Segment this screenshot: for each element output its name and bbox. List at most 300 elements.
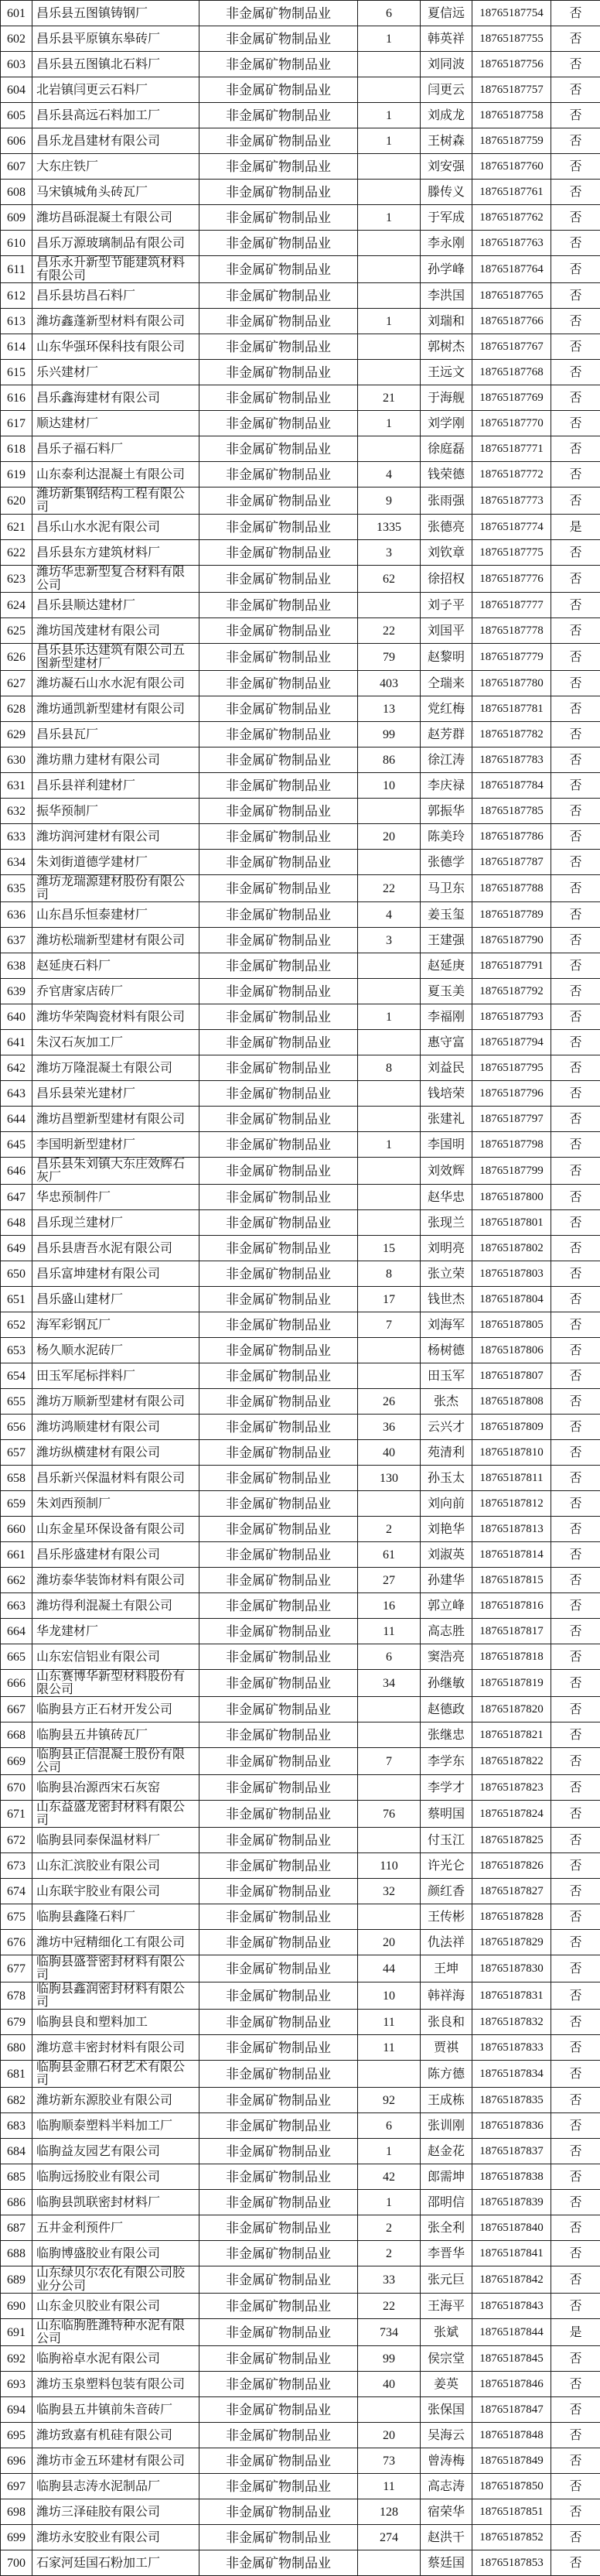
quantity-cell [358,1491,421,1517]
company-name-cell: 山东汇滨胶业有限公司 [32,1853,199,1879]
contact-name-cell: 张德学 [421,850,472,875]
row-number-cell: 645 [1,1132,32,1158]
company-name-cell: 大东庄铁厂 [32,154,199,180]
company-name-cell: 潍坊昌砾混凝土有限公司 [32,205,199,231]
table-row [1,26,600,52]
industry-cell: 非金属矿物制品业 [199,205,358,231]
row-number-cell: 651 [1,1287,32,1312]
quantity-cell [358,2061,421,2088]
company-name-cell: 昌乐县朱刘镇大东庄效辉石灰厂 [32,1158,199,1185]
phone-number-cell: 18765187755 [472,26,551,52]
row-number-cell: 640 [1,1004,32,1030]
company-name-cell: 潍坊万顺新型建材有限公司 [32,1389,199,1415]
key-enterprise-flag-cell: 否 [551,1853,600,1879]
contact-name-cell: 刘益民 [421,1055,472,1081]
key-enterprise-flag-cell: 否 [551,128,600,154]
industry-cell: 非金属矿物制品业 [199,1107,358,1132]
industry-cell: 非金属矿物制品业 [199,2319,358,2346]
company-name-cell: 潍坊得利混凝土有限公司 [32,1593,199,1619]
contact-name-cell: 姜英 [421,2372,472,2397]
quantity-cell: 11 [358,2035,421,2061]
contact-name-cell: 刘海军 [421,1312,472,1338]
company-name-cell: 临朐县五井镇砖瓦厂 [32,1722,199,1748]
row-number-cell: 612 [1,283,32,309]
quantity-cell: 1 [358,2190,421,2215]
key-enterprise-flag-cell: 否 [551,1619,600,1644]
contact-name-cell: 仝瑞来 [421,671,472,696]
industry-cell: 非金属矿物制品业 [199,77,358,103]
key-enterprise-flag-cell: 否 [551,385,600,411]
table-row [1,850,600,875]
contact-name-cell: 窦浩亮 [421,1644,472,1670]
industry-cell: 非金属矿物制品业 [199,747,358,773]
key-enterprise-flag-cell: 否 [551,487,600,515]
row-number-cell: 631 [1,773,32,799]
industry-cell: 非金属矿物制品业 [199,128,358,154]
quantity-cell: 20 [358,2423,421,2448]
phone-number-cell: 18765187809 [472,1415,551,1440]
key-enterprise-flag-cell: 否 [551,180,600,205]
industry-cell: 非金属矿物制品业 [199,487,358,515]
key-enterprise-flag-cell: 否 [551,722,600,747]
contact-name-cell: 刘淑英 [421,1542,472,1568]
row-number-cell: 692 [1,2346,32,2372]
table-row [1,283,600,309]
quantity-cell: 20 [358,824,421,850]
contact-name-cell: 李学才 [421,1775,472,1801]
contact-name-cell: 宿荣华 [421,2499,472,2525]
row-number-cell: 691 [1,2319,32,2346]
phone-number-cell: 18765187758 [472,103,551,128]
phone-number-cell: 18765187772 [472,462,551,487]
row-number-cell: 664 [1,1619,32,1644]
phone-number-cell: 18765187774 [472,515,551,540]
row-number-cell: 658 [1,1466,32,1491]
company-name-cell: 昌乐彤盛建材有限公司 [32,1542,199,1568]
company-name-cell: 昌乐县坊昌石料厂 [32,283,199,309]
quantity-cell: 15 [358,1236,421,1261]
phone-number-cell: 18765187798 [472,1132,551,1158]
contact-name-cell: 赵洪干 [421,2525,472,2550]
contact-name-cell: 刘学刚 [421,411,472,436]
quantity-cell [358,979,421,1004]
table-row [1,1775,600,1801]
phone-number-cell: 18765187789 [472,902,551,928]
table-row [1,1004,600,1030]
enterprise-table-body [1,1,600,2576]
row-number-cell: 679 [1,2010,32,2035]
row-number-cell: 608 [1,180,32,205]
phone-number-cell: 18765187799 [472,1158,551,1185]
phone-number-cell: 18765187761 [472,180,551,205]
contact-name-cell: 云兴才 [421,1415,472,1440]
key-enterprise-flag-cell: 否 [551,2139,600,2164]
contact-name-cell: 王建强 [421,928,472,953]
row-number-cell: 605 [1,103,32,128]
industry-cell: 非金属矿物制品业 [199,2139,358,2164]
key-enterprise-flag-cell: 否 [551,1312,600,1338]
contact-name-cell: 钱世杰 [421,1287,472,1312]
industry-cell: 非金属矿物制品业 [199,2088,358,2113]
table-row [1,2113,600,2139]
row-number-cell: 635 [1,875,32,902]
industry-cell: 非金属矿物制品业 [199,1644,358,1670]
quantity-cell [358,154,421,180]
industry-cell: 非金属矿物制品业 [199,462,358,487]
table-row [1,411,600,436]
table-row [1,671,600,696]
contact-name-cell: 马卫东 [421,875,472,902]
company-name-cell: 潍坊润河建材有限公司 [32,824,199,850]
industry-cell: 非金属矿物制品业 [199,2164,358,2190]
contact-name-cell: 刘子平 [421,593,472,618]
industry-cell: 非金属矿物制品业 [199,436,358,462]
key-enterprise-flag-cell: 否 [551,256,600,283]
phone-number-cell: 18765187777 [472,593,551,618]
industry-cell: 非金属矿物制品业 [199,1982,358,2010]
contact-name-cell: 蔡廷国 [421,2550,472,2576]
phone-number-cell: 18765187821 [472,1722,551,1748]
industry-cell: 非金属矿物制品业 [199,2499,358,2525]
industry-cell: 非金属矿物制品业 [199,1389,358,1415]
contact-name-cell: 张现兰 [421,1210,472,1236]
quantity-cell: 10 [358,1982,421,2010]
phone-number-cell: 18765187763 [472,231,551,256]
company-name-cell: 临朐县盛誉密封材料有限公司 [32,1955,199,1982]
contact-name-cell: 夏信远 [421,1,472,26]
company-name-cell: 昌乐县高远石料加工厂 [32,103,199,128]
industry-cell: 非金属矿物制品业 [199,2550,358,2576]
table-row [1,77,600,103]
key-enterprise-flag-cell: 否 [551,283,600,309]
key-enterprise-flag-cell: 否 [551,850,600,875]
company-name-cell: 昌乐新兴保温材料有限公司 [32,1466,199,1491]
quantity-cell: 1335 [358,515,421,540]
company-name-cell: 华忠预制件厂 [32,1185,199,1210]
quantity-cell: 99 [358,2346,421,2372]
quantity-cell: 22 [358,2294,421,2319]
industry-cell: 非金属矿物制品业 [199,799,358,824]
quantity-cell: 2 [358,2241,421,2266]
company-name-cell: 华龙建材厂 [32,1619,199,1644]
row-number-cell: 675 [1,1904,32,1930]
company-name-cell: 昌乐盛山建材厂 [32,1287,199,1312]
phone-number-cell: 18765187810 [472,1440,551,1466]
table-row [1,1670,600,1697]
key-enterprise-flag-cell: 否 [551,462,600,487]
table-row [1,1904,600,1930]
company-name-cell: 潍坊松瑞新型建材有限公司 [32,928,199,953]
company-name-cell: 山东金星环保设备有限公司 [32,1517,199,1542]
table-row [1,515,600,540]
key-enterprise-flag-cell: 否 [551,205,600,231]
key-enterprise-flag-cell: 否 [551,1363,600,1389]
contact-name-cell: 高志胜 [421,1619,472,1644]
quantity-cell [358,1081,421,1107]
industry-cell: 非金属矿物制品业 [199,385,358,411]
table-row [1,1517,600,1542]
key-enterprise-flag-cell: 否 [551,671,600,696]
contact-name-cell: 王成栋 [421,2088,472,2113]
row-number-cell: 604 [1,77,32,103]
key-enterprise-flag-cell: 否 [551,2294,600,2319]
table-row [1,462,600,487]
key-enterprise-flag-cell: 否 [551,52,600,77]
table-row [1,334,600,360]
industry-cell: 非金属矿物制品业 [199,2423,358,2448]
industry-cell: 非金属矿物制品业 [199,2061,358,2088]
table-row [1,1030,600,1055]
company-name-cell: 潍坊市金五环建材有限公司 [32,2448,199,2474]
contact-name-cell: 张建礼 [421,1107,472,1132]
quantity-cell: 16 [358,1593,421,1619]
contact-name-cell: 刘瑞和 [421,309,472,334]
contact-name-cell: 颜红香 [421,1879,472,1904]
contact-name-cell: 姜玉玺 [421,902,472,928]
contact-name-cell: 张德亮 [421,515,472,540]
row-number-cell: 688 [1,2241,32,2266]
industry-cell: 非金属矿物制品业 [199,2010,358,2035]
key-enterprise-flag-cell: 否 [551,2474,600,2499]
phone-number-cell: 18765187830 [472,1955,551,1982]
phone-number-cell: 18765187833 [472,2035,551,2061]
phone-number-cell: 18765187770 [472,411,551,436]
table-row [1,2294,600,2319]
key-enterprise-flag-cell: 否 [551,2397,600,2423]
key-enterprise-flag-cell: 否 [551,2215,600,2241]
contact-name-cell: 杨树德 [421,1338,472,1363]
key-enterprise-flag-cell: 否 [551,1132,600,1158]
row-number-cell: 671 [1,1801,32,1828]
key-enterprise-flag-cell: 否 [551,309,600,334]
row-number-cell: 669 [1,1748,32,1775]
phone-number-cell: 18765187845 [472,2346,551,2372]
row-number-cell: 650 [1,1261,32,1287]
table-row [1,1853,600,1879]
industry-cell: 非金属矿物制品业 [199,1904,358,1930]
row-number-cell: 627 [1,671,32,696]
quantity-cell: 10 [358,773,421,799]
table-row [1,824,600,850]
company-name-cell: 杨久顺水泥砖厂 [32,1338,199,1363]
industry-cell: 非金属矿物制品业 [199,902,358,928]
quantity-cell: 79 [358,644,421,671]
row-number-cell: 623 [1,566,32,593]
quantity-cell: 13 [358,696,421,722]
row-number-cell: 632 [1,799,32,824]
company-name-cell: 临朐顺泰塑料半料加工厂 [32,2113,199,2139]
table-row [1,2190,600,2215]
key-enterprise-flag-cell: 否 [551,1644,600,1670]
industry-cell: 非金属矿物制品业 [199,1210,358,1236]
contact-name-cell: 陈美玲 [421,824,472,850]
quantity-cell: 11 [358,2010,421,2035]
row-number-cell: 667 [1,1697,32,1722]
key-enterprise-flag-cell: 否 [551,773,600,799]
contact-name-cell: 李福刚 [421,1004,472,1030]
quantity-cell [358,799,421,824]
key-enterprise-flag-cell: 否 [551,824,600,850]
contact-name-cell: 徐庭磊 [421,436,472,462]
quantity-cell [358,283,421,309]
contact-name-cell: 李国明 [421,1132,472,1158]
industry-cell: 非金属矿物制品业 [199,1261,358,1287]
row-number-cell: 611 [1,256,32,283]
quantity-cell: 73 [358,2448,421,2474]
quantity-cell [358,1904,421,1930]
industry-cell: 非金属矿物制品业 [199,1930,358,1955]
row-number-cell: 657 [1,1440,32,1466]
table-row [1,2035,600,2061]
phone-number-cell: 18765187831 [472,1982,551,2010]
quantity-cell [358,850,421,875]
company-name-cell: 石家河廷国石粉加工厂 [32,2550,199,2576]
company-name-cell: 北岩镇闫更云石料厂 [32,77,199,103]
row-number-cell: 699 [1,2525,32,2550]
industry-cell: 非金属矿物制品业 [199,309,358,334]
contact-name-cell: 刘安强 [421,154,472,180]
quantity-cell [358,1363,421,1389]
table-row [1,1440,600,1466]
key-enterprise-flag-cell: 否 [551,77,600,103]
contact-name-cell: 刘艳华 [421,1517,472,1542]
contact-name-cell: 夏玉美 [421,979,472,1004]
company-name-cell: 山东赛博华新型材料股份有限公司 [32,1670,199,1697]
quantity-cell: 1 [358,1004,421,1030]
contact-name-cell: 刘向前 [421,1491,472,1517]
industry-cell: 非金属矿物制品业 [199,1828,358,1853]
contact-name-cell: 赵芳群 [421,722,472,747]
table-row [1,2372,600,2397]
quantity-cell [358,180,421,205]
company-name-cell: 昌乐永升新型节能建筑材料有限公司 [32,256,199,283]
key-enterprise-flag-cell: 否 [551,2525,600,2550]
phone-number-cell: 18765187800 [472,1185,551,1210]
industry-cell: 非金属矿物制品业 [199,154,358,180]
company-name-cell: 潍坊鑫蓬新型材料有限公司 [32,309,199,334]
quantity-cell [358,360,421,385]
row-number-cell: 666 [1,1670,32,1697]
company-name-cell: 潍坊华忠新型复合材料有限公司 [32,566,199,593]
quantity-cell: 42 [358,2164,421,2190]
phone-number-cell: 18765187769 [472,385,551,411]
contact-name-cell: 赵黎明 [421,644,472,671]
contact-name-cell: 郎需坤 [421,2164,472,2190]
key-enterprise-flag-cell: 否 [551,411,600,436]
table-row [1,2088,600,2113]
contact-name-cell: 苑清利 [421,1440,472,1466]
phone-number-cell: 18765187796 [472,1081,551,1107]
industry-cell: 非金属矿物制品业 [199,1132,358,1158]
company-name-cell: 潍坊意丰密封材料有限公司 [32,2035,199,2061]
key-enterprise-flag-cell: 否 [551,1670,600,1697]
table-row [1,875,600,902]
table-row [1,2550,600,2576]
quantity-cell: 6 [358,1,421,26]
phone-number-cell: 18765187827 [472,1879,551,1904]
quantity-cell: 274 [358,2525,421,2550]
phone-number-cell: 18765187837 [472,2139,551,2164]
row-number-cell: 629 [1,722,32,747]
key-enterprise-flag-cell: 否 [551,875,600,902]
company-name-cell: 潍坊凝石山水水泥有限公司 [32,671,199,696]
contact-name-cell: 赵延庚 [421,953,472,979]
row-number-cell: 615 [1,360,32,385]
key-enterprise-flag-cell: 否 [551,1517,600,1542]
contact-name-cell: 刘成龙 [421,103,472,128]
row-number-cell: 656 [1,1415,32,1440]
phone-number-cell: 18765187791 [472,953,551,979]
key-enterprise-flag-cell: 否 [551,2061,600,2088]
key-enterprise-flag-cell: 否 [551,953,600,979]
table-row [1,1261,600,1287]
key-enterprise-flag-cell: 否 [551,696,600,722]
table-row [1,1185,600,1210]
key-enterprise-flag-cell: 否 [551,2241,600,2266]
quantity-cell: 22 [358,875,421,902]
phone-number-cell: 18765187817 [472,1619,551,1644]
row-number-cell: 694 [1,2397,32,2423]
company-name-cell: 潍坊纵横建材有限公司 [32,1440,199,1466]
quantity-cell [358,1185,421,1210]
quantity-cell: 34 [358,1670,421,1697]
contact-name-cell: 张全利 [421,2215,472,2241]
quantity-cell [358,1338,421,1363]
company-name-cell: 潍坊致嘉有机硅有限公司 [32,2423,199,2448]
quantity-cell [358,436,421,462]
industry-cell: 非金属矿物制品业 [199,1415,358,1440]
table-row [1,2346,600,2372]
key-enterprise-flag-cell: 否 [551,1415,600,1440]
industry-cell: 非金属矿物制品业 [199,1030,358,1055]
industry-cell: 非金属矿物制品业 [199,334,358,360]
table-row [1,1982,600,2010]
industry-cell: 非金属矿物制品业 [199,1853,358,1879]
row-number-cell: 619 [1,462,32,487]
table-row [1,1338,600,1363]
industry-cell: 非金属矿物制品业 [199,1491,358,1517]
contact-name-cell: 李永刚 [421,231,472,256]
contact-name-cell: 赵德政 [421,1697,472,1722]
contact-name-cell: 王传彬 [421,1904,472,1930]
company-name-cell: 昌乐万源玻璃制品有限公司 [32,231,199,256]
phone-number-cell: 18765187815 [472,1568,551,1593]
table-row [1,722,600,747]
table-row [1,566,600,593]
contact-name-cell: 郭立峰 [421,1593,472,1619]
key-enterprise-flag-cell: 否 [551,1748,600,1775]
phone-number-cell: 18765187778 [472,618,551,644]
phone-number-cell: 18765187771 [472,436,551,462]
industry-cell: 非金属矿物制品业 [199,1312,358,1338]
phone-number-cell: 18765187838 [472,2164,551,2190]
key-enterprise-flag-cell: 否 [551,2113,600,2139]
contact-name-cell: 吴海云 [421,2423,472,2448]
key-enterprise-flag-cell: 否 [551,1261,600,1287]
row-number-cell: 653 [1,1338,32,1363]
contact-name-cell: 孙继敏 [421,1670,472,1697]
company-name-cell: 顺达建材厂 [32,411,199,436]
table-row [1,360,600,385]
company-name-cell: 田玉军尾标拌料厂 [32,1363,199,1389]
table-row [1,2215,600,2241]
phone-number-cell: 18765187775 [472,540,551,566]
quantity-cell [358,593,421,618]
quantity-cell: 2 [358,1517,421,1542]
quantity-cell [358,1158,421,1185]
key-enterprise-flag-cell: 否 [551,2423,600,2448]
quantity-cell [358,1722,421,1748]
